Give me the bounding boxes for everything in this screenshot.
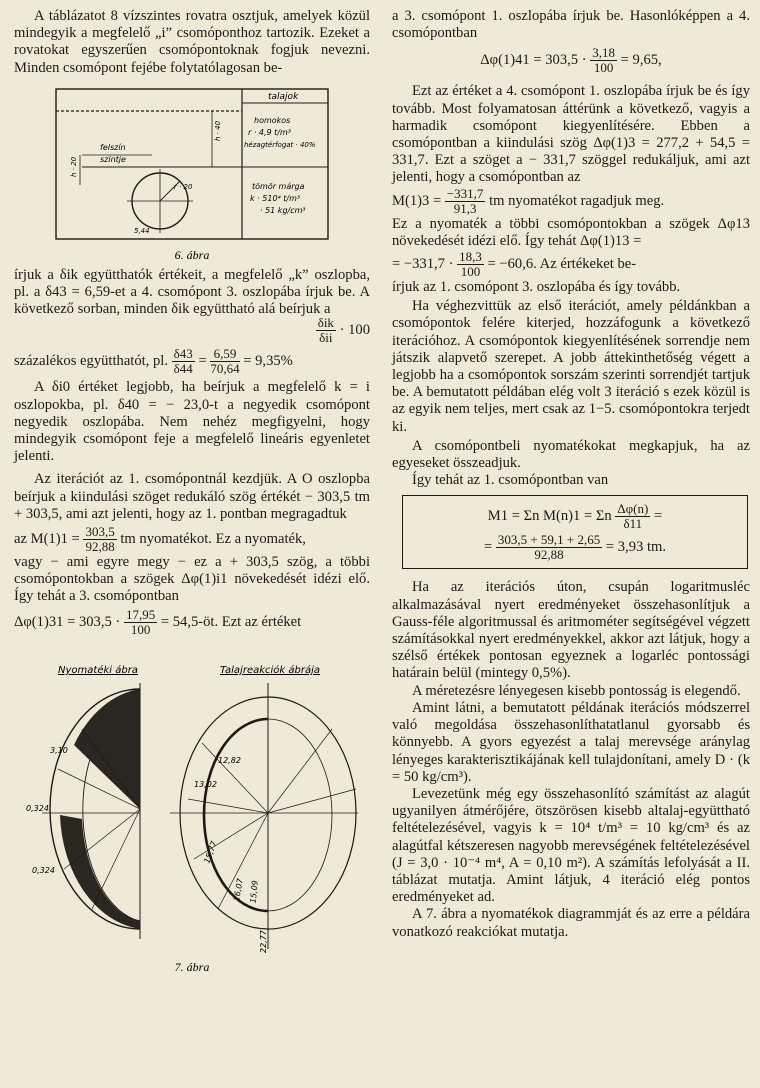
equation: M(1)3 = $\frac{-331,7}{91,3}$ tm nyomatékot ragadjuk meg. <box>392 185 665 216</box>
fig7-title-right: Talajreakciók ábrája <box>219 664 321 676</box>
fig7-value: 22,77 <box>259 929 268 953</box>
left-column <box>14 8 370 977</box>
paragraph: Az iterációt az 1. csomópontnál kezdjük. A O oszlopba beírjuk a kiindulási szöget redukáló szög értékét − 303,5 tm + 303,5, ami azt jelenti, hogy az 1. pontban megragadtuk <box>14 471 370 522</box>
fig7-value: 0,324 <box>32 865 55 875</box>
fig7-value: 3,10 <box>50 745 68 755</box>
paragraph: írjuk az 1. csomópont 3. oszlopába és így tovább. <box>392 279 681 296</box>
paragraph: Ez a nyomaték a többi csomópontokban a szögek Δφ13 növekedését idézi elő. Így tehát Δφ(1)13 = <box>392 215 750 249</box>
fig6-label-homokos: homokos <box>254 115 291 125</box>
fig6-label-r20: r · 20 <box>174 182 193 191</box>
fig7-value: 0,324 <box>26 803 49 813</box>
fig7-value: 15,77 <box>202 839 219 865</box>
fig7-value: 13,02 <box>194 779 217 789</box>
fraction: $\frac{17,95}{100}$ <box>125 606 156 637</box>
fig7-value: 12,82 <box>218 755 241 765</box>
right-column <box>392 8 750 941</box>
fig6-label-k2: · 51 kg/cm³ <box>260 205 306 215</box>
paragraph: A 7. ábra a nyomatékok diagrammját és az erre a példára vonatkozó reakciókat mutatja. <box>392 906 750 940</box>
text: tm nyomatékot. Ez a nyomaték, <box>120 530 306 547</box>
paragraph: A méretezésre lényegesen kisebb pontosság is elegendő. <box>412 682 741 699</box>
equation: = −331,7 · $\frac{18,3}{100}$ = −60,6. Az értékeket be- <box>392 249 637 280</box>
fig6-label-hezag: hézagtérfogat · 40% <box>244 140 316 149</box>
paragraph: írjuk a δik együtthatók értékeit, a megfelelő „k” oszlopba, pl. a δ43 = 6,59-et a 4. csomópont 3. oszlopába írjuk be. A következő sorban, minden δik együttható alá beírjuk a <box>14 266 370 318</box>
paragraph: A δi0 értéket legjobb, ha beírjuk a megfelelő k = i oszlopokba, pl. δ40 = − 23,0-t a negyedik csomópont negyedik oszlopába. Nem nehéz megfigyelni, hogy mindegyik csomópont feje a megfelelő lineáris egyenletet jelenti. <box>14 379 370 465</box>
fraction: $\frac{6,59}{70,64}$ <box>210 346 240 377</box>
paragraph: Ezt az értéket a 4. csomópont 1. oszlopába írjuk be és így tovább. Most folyamatosan áttérünk a következő, vagyis a harmadik csomópont kiegyenlítésére. Ebben a csomópontban a kiindulási szög Δφ(1)3 = 277,2 + 54,5 = 331,7. Ezt a szöget a − 331,7 szöggel redukáljuk, ami azt jelenti, hogy a csomópontban az <box>392 83 750 186</box>
paragraph: A táblázatot 8 vízszintes rovatra osztjuk, amelyek közül mindegyik a megfelelő „i” csomóponthoz tartozik. Ezeket a rovatokat egyszerűen csomópontoknak fogjuk nevezni. Minden csomópont fejébe folytatólagosan be- <box>14 8 370 76</box>
text: = <box>198 353 207 370</box>
fig6-label-r: r · 4,9 t/m³ <box>248 127 292 137</box>
fig6-label-szint: szintje <box>100 154 126 164</box>
fig7-title-left: Nyomatéki ábra <box>58 664 138 676</box>
text: = 54,5-öt. Ezt az értéket <box>160 613 302 630</box>
text: Δφ(1)31 = 303,5 · <box>14 613 121 630</box>
fig6-label-h40: h · 40 <box>214 120 222 141</box>
figure-7 <box>22 659 362 977</box>
fig7-value: 15,09 <box>248 879 260 904</box>
fig6-label-sa: 5,44 <box>134 226 150 235</box>
text: = 9,35% <box>243 353 293 370</box>
text: százalékos együtthatót, pl. <box>14 353 168 370</box>
paragraph: Ha az iterációs úton, csupán logaritmusléc alkalmazásával nyert eredményeket összehasonlítjuk a Gauss-féle algoritmussal és aritmométer segítségével végzett számításokkal nyert eredményekkel, akkor azt látjuk, hogy a szélső értékek pontosan egyeznek a logarléc pontossági határain belül (mintegy 0,5%). <box>392 579 750 682</box>
fig6-label-talajok: talajok <box>268 91 299 102</box>
paragraph: Ha véghezvittük az első iterációt, amely példánkban a csomópontok felére kiterjed, hozzáfogunk a következő iterációhoz. A csomópontok kiegyenlítésének sorrendje nem játszik alapvető szerepet. A jobb áttekinthetőség végett a legjobb ha a csomópontok sorszám szerinti sorrendjét tartjuk be. A bemutatott példában elég volt 3 iteráció s ezek közül is az egyik nem teljes, mert csak az 1−5. csomópontokra terjedt ki. <box>392 298 750 435</box>
paragraph: vagy − ami egyre megy − ez a + 303,5 szög, a többi csomópontokban a szögek Δφ(1)i1 növekedését idézi elő. Így tehát a 3. csomópontban <box>14 554 370 605</box>
fig6-label-tomor: tömör márga <box>252 181 305 191</box>
paragraph: a 3. csomópont 1. oszlopába írjuk be. Hasonlóképpen a 4. csomópontban <box>392 8 750 42</box>
paragraph: Így tehát az 1. csomópontban van <box>412 472 609 489</box>
fig6-label-felszin: felszín <box>100 142 126 152</box>
equation: Δφ(1)41 = 303,5 · $\frac{3,18}{100}$ = 9,65, <box>480 45 662 76</box>
paragraph: Amint látni, a bemutatott példának iterációs módszerrel való megoldása összehasonlíthatatlanul gyorsabb és könnyebb. A gyors egyezést a talaj merevsége aránylag lényeges karakterisztikájának kell tulajdonítani, amely D · (k = 50 kg/cm³). <box>392 699 750 785</box>
fraction: $\frac{\text{δik}}{\text{δii}}$ <box>317 315 334 346</box>
fig6-caption: 6. ábra <box>174 247 210 262</box>
fig7-value: 16,07 <box>232 877 245 902</box>
paragraph: Levezetünk még egy összehasonlító számítást az alagút ugyanilyen átmérőjére, ötszörösen kisebb altalaj-együttható feltételezésével, vagyis k = 10⁴ t/m³ = 10 kg/cm³ és az alagútfal kétszeresen nagyobb merevségének feltételezésével (J = 3,0 · 10⁻⁴ m⁴, A = 0,10 m²). A számítás lefolyását a II. táblázat mutatja. Amint látjuk, 4 iteráció elég pontos eredményeket ad. <box>392 785 750 906</box>
figure-6 <box>42 85 342 263</box>
fraction: $\frac{303,5}{92,88}$ <box>85 524 115 555</box>
equation-box: M1 = Σn M(n)1 = Σn $\frac{\Delta\varphi(n)}{\delta 11}$ = = $\frac{303,5 + 59,1 + 2,65}{92,88}$ = 3,93 tm. <box>402 495 748 569</box>
fig7-caption: 7. ábra <box>174 959 210 974</box>
fig6-label-h20: h · 20 <box>70 156 78 177</box>
fig6-label-k: k · 510⁴ t/m³ <box>250 193 301 203</box>
fraction: $\frac{\delta 43}{\delta 44}$ <box>173 346 193 377</box>
paragraph: A csomópontbeli nyomatékokat megkapjuk, ha az egyeseket összeadjuk. <box>392 437 750 472</box>
text: az M(1)1 = <box>14 530 80 547</box>
text: · 100 <box>339 322 370 339</box>
